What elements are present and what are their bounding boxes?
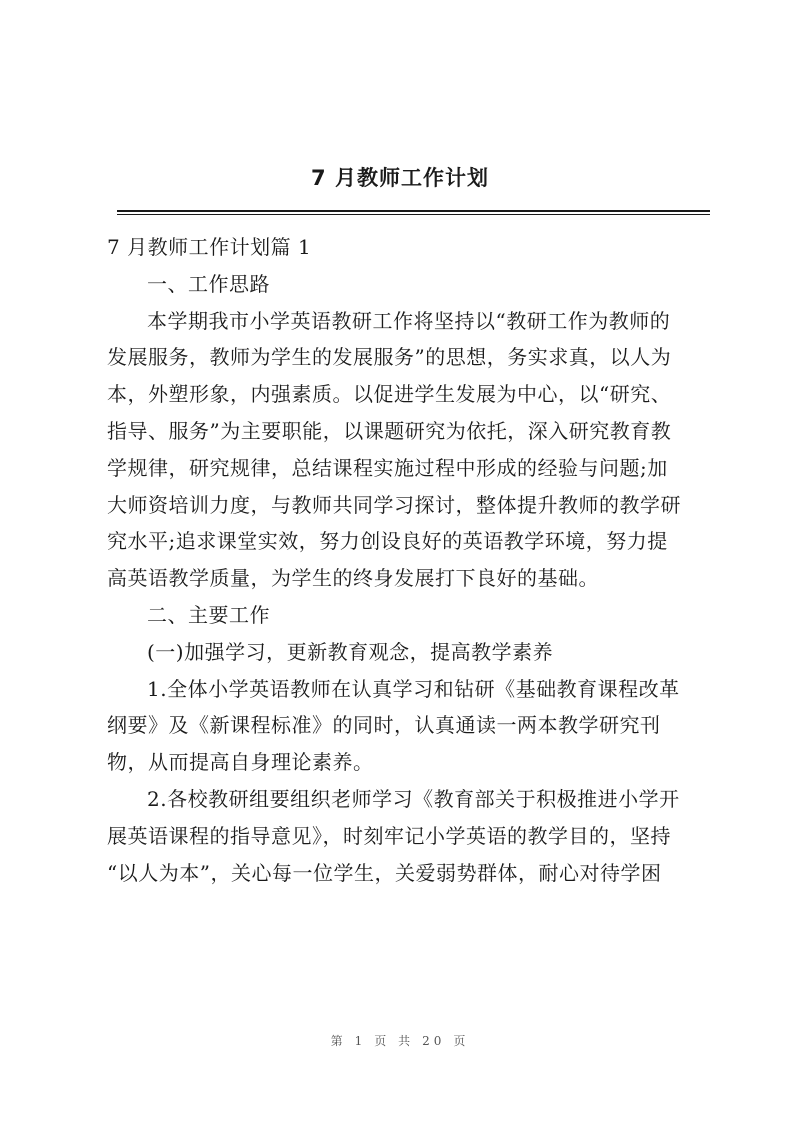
- subheading: 二、主要工作: [147, 602, 270, 627]
- subheading: 一、工作思路: [147, 271, 270, 296]
- paragraph-line: 发展服务，教师为学生的发展服务”的思想，务实求真，以人为: [107, 345, 672, 370]
- footer-middle: 页 共: [374, 1034, 415, 1048]
- paragraph-line: 纲要》及《新课程标准》的同时，认真通读一两本教学研究刊: [107, 713, 661, 738]
- paragraph-line: 1.全体小学英语教师在认真学习和钻研《基础教育课程改革: [147, 676, 680, 701]
- title-underline-thin: [117, 214, 710, 215]
- paragraph-line: “以人为本”，关心每一位学生，关爱弱势群体，耐心对待学困: [107, 860, 662, 885]
- document-title: 7 月教师工作计划: [311, 166, 489, 190]
- paragraph-line: 2.各校教研组要组织老师学习《教育部关于积极推进小学开: [147, 786, 680, 811]
- paragraph-line: 物，从而提高自身理论素养。: [107, 750, 374, 775]
- page-footer: [0, 1032, 800, 1049]
- document-body: [107, 229, 713, 891]
- paragraph-line: 展英语课程的指导意见》，时刻牢记小学英语的教学目的，坚持: [107, 823, 671, 848]
- subheading: (一)加强学习，更新教育观念，提高教学素养: [147, 639, 554, 664]
- paragraph-line: 学规律，研究规律，总结课程实施过程中形成的经验与问题;加: [107, 455, 668, 480]
- title-underline: [117, 210, 710, 212]
- total-pages-number: 20: [422, 1034, 446, 1048]
- paragraph-line: 大师资培训力度，与教师共同学习探讨，整体提升教师的教学研: [107, 492, 681, 517]
- paragraph-line: 本学期我市小学英语教研工作将坚持以“教研工作为教师的: [147, 308, 671, 333]
- paragraph-line: 本，外塑形象，内强素质。以促进学生发展为中心，以“研究、: [107, 382, 672, 407]
- current-page-number: 1: [354, 1034, 367, 1048]
- paragraph-line: 究水平;追求课堂实效，努力创设良好的英语教学环境，努力提: [107, 529, 668, 554]
- paragraph-line: 高英语教学质量，为学生的终身发展打下良好的基础。: [107, 566, 599, 591]
- paragraph-line: 指导、服务”为主要职能，以课题研究为依托，深入研究教育教: [107, 418, 672, 443]
- section-heading: 7 月教师工作计划篇 1: [107, 235, 312, 259]
- footer-prefix: 第: [330, 1034, 347, 1048]
- footer-suffix: 页: [453, 1034, 470, 1048]
